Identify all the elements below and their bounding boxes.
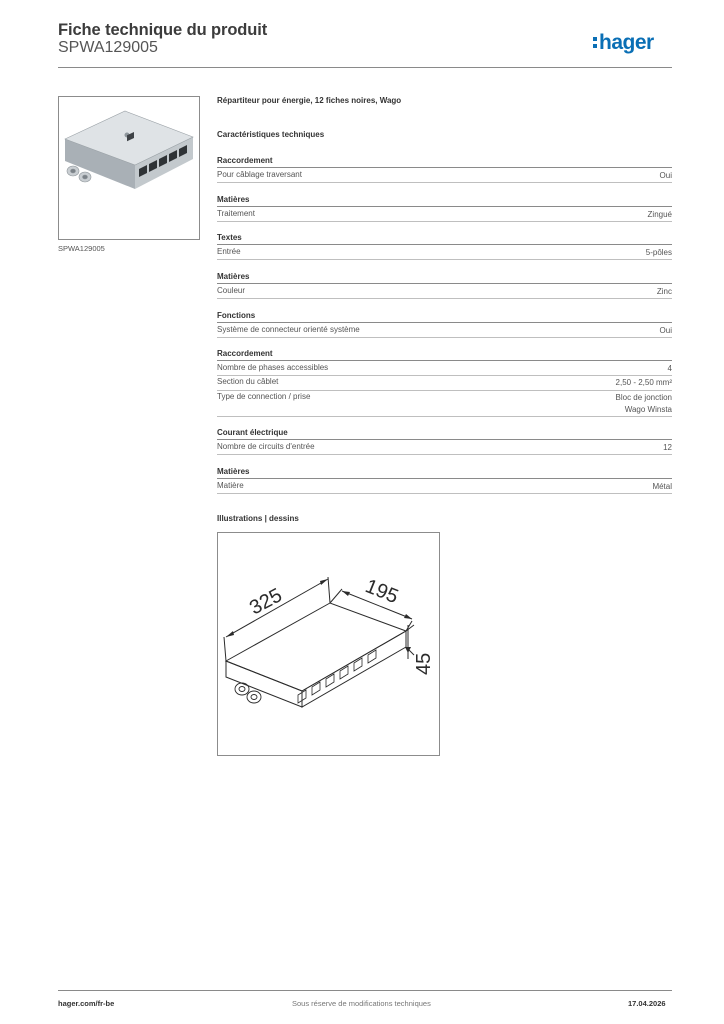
spec-row	[217, 169, 672, 183]
spec-value: Zingué	[647, 210, 672, 219]
spec-value: 2,50 - 2,50 mm²	[615, 378, 672, 387]
section-title: Fonctions	[217, 311, 256, 320]
footer-divider	[58, 990, 672, 991]
height-dimension-label: 45	[413, 652, 435, 675]
section-title: Matières	[217, 195, 250, 204]
spec-label: Matière	[217, 481, 244, 490]
spec-row	[217, 246, 672, 260]
svg-text:hager: hager	[599, 31, 654, 54]
section-title: Courant électrique	[217, 428, 288, 437]
spec-value-line: Wago Winsta	[624, 405, 672, 414]
footer-note: Sous réserve de modifications techniques	[292, 999, 431, 1008]
spec-value-line: Bloc de jonction	[615, 393, 672, 402]
specs-heading: Caractéristiques techniques	[217, 130, 325, 139]
spec-label: Traitement	[217, 209, 255, 218]
section-title: Textes	[217, 233, 242, 242]
spec-value: 12	[663, 443, 672, 452]
section-divider	[217, 244, 672, 245]
spec-label: Nombre de circuits d'entrée	[217, 442, 315, 451]
section-divider	[217, 206, 672, 207]
section-title: Raccordement	[217, 156, 273, 165]
section-divider	[217, 322, 672, 323]
product-description: Répartiteur pour énergie, 12 fiches noires, Wago	[217, 96, 402, 105]
spec-label: Type de connection / prise	[217, 392, 311, 401]
footer-date: 17.04.2026	[628, 999, 666, 1008]
section-divider	[217, 360, 672, 361]
dimension-drawing	[217, 532, 440, 756]
section-title: Raccordement	[217, 349, 273, 358]
section-divider	[217, 167, 672, 168]
spec-value: Métal	[652, 482, 672, 491]
spec-value	[616, 392, 672, 416]
spec-label: Système de connecteur orienté système	[217, 325, 360, 334]
spec-value: Zinc	[656, 287, 672, 296]
spec-value: 5-pôles	[645, 248, 672, 257]
header-divider	[58, 67, 672, 68]
spec-row	[217, 285, 672, 299]
dimension-drawing-svg	[218, 533, 439, 755]
section-divider	[217, 439, 672, 440]
spec-value: Oui	[659, 326, 672, 335]
product-photo	[58, 96, 200, 240]
length-dimension-label: 325	[246, 584, 286, 620]
spec-row	[217, 480, 672, 494]
spec-label: Nombre de phases accessibles	[217, 363, 329, 372]
spec-row	[217, 441, 672, 455]
spec-row	[217, 391, 672, 417]
hager-logo	[593, 29, 675, 57]
document-title: Fiche technique du produit	[58, 21, 268, 39]
illustrations-heading: Illustrations | dessins	[217, 514, 299, 523]
spec-row	[217, 324, 672, 338]
section-divider	[217, 283, 672, 284]
section-title: Matières	[217, 272, 250, 281]
distribution-box-image	[59, 97, 199, 239]
spec-label: Pour câblage traversant	[217, 170, 302, 179]
section-title: Matières	[217, 467, 250, 476]
width-dimension-label: 195	[362, 575, 402, 609]
photo-caption: SPWA129005	[58, 244, 105, 253]
product-reference: SPWA129005	[58, 39, 158, 56]
spec-label: Couleur	[217, 286, 246, 295]
spec-row	[217, 376, 672, 391]
spec-row	[217, 362, 672, 376]
spec-label: Section du câblet	[217, 377, 279, 386]
spec-value: 4	[667, 364, 672, 373]
spec-label: Entrée	[217, 247, 241, 256]
spec-value: Oui	[659, 171, 672, 180]
section-divider	[217, 478, 672, 479]
footer-website-link[interactable]: hager.com/fr-be	[58, 999, 115, 1008]
spec-row	[217, 208, 672, 222]
